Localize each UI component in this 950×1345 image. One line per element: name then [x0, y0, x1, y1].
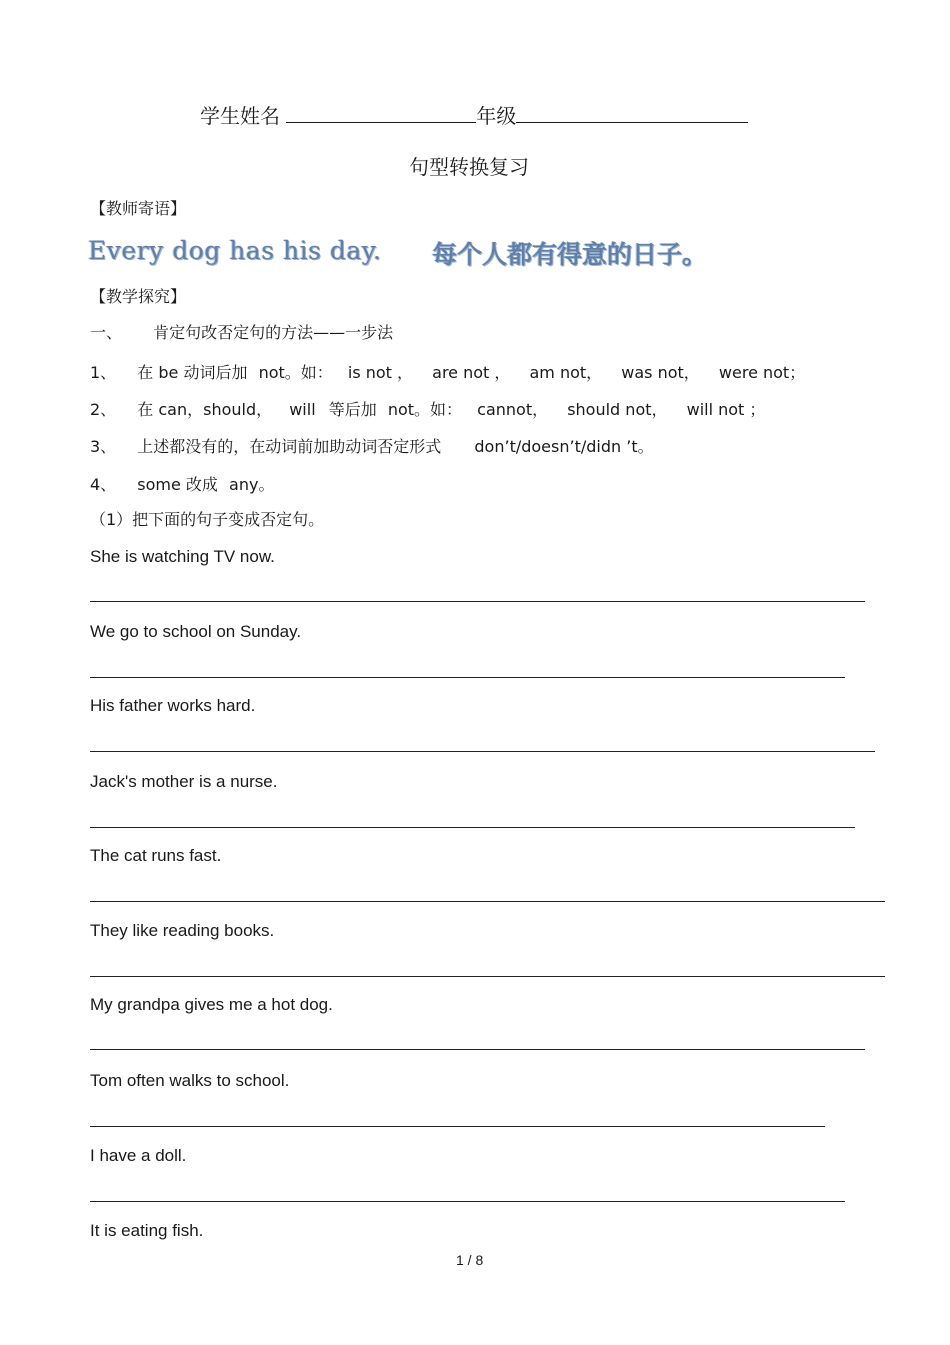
rule-text: was not， [621, 363, 700, 382]
name-blank[interactable] [286, 104, 476, 123]
exercise-sentence: It is eating fish. [90, 1221, 204, 1240]
rule-text: were not； [718, 363, 806, 382]
rule-text: not。如： [387, 400, 463, 419]
exercise-sentence: His father works hard. [90, 696, 256, 715]
motto-english: Every dog has his day. [88, 236, 382, 265]
exercise-sentence: We go to school on Sunday. [90, 622, 302, 641]
exercise-sentence: My grandpa gives me a hot dog. [90, 995, 333, 1014]
rule-text: are not ， [432, 363, 511, 382]
answer-line[interactable] [90, 1049, 865, 1050]
exercise-sentence: Jack's mother is a nurse. [90, 772, 278, 791]
answer-line[interactable] [90, 1201, 845, 1202]
teacher-words-heading: 【教师寄语】 [90, 199, 187, 218]
motto-chinese: 每个人都有得意的日子。 [432, 240, 708, 269]
exercise-sentence: They like reading books. [90, 921, 275, 940]
section-one-heading [90, 320, 393, 343]
name-label: 学生姓名 [200, 104, 280, 128]
rule-item [90, 360, 805, 383]
rule-text: 上述都没有的，在动词前加助动词否定形式 [137, 437, 442, 456]
page-number: 1 / 8 [456, 1252, 484, 1268]
rule-text: 在 be 动词后加 [137, 363, 248, 382]
section-one-title: 肯定句改否定句的方法——一步法 [153, 323, 394, 342]
rule-text: will not ； [686, 400, 766, 419]
rule-text: any。 [229, 475, 275, 494]
answer-line[interactable] [90, 677, 845, 678]
rule-text: don’t/doesn’t/didn ’t。 [474, 437, 654, 456]
answer-line[interactable] [90, 901, 885, 902]
rule-text: should not， [567, 400, 668, 419]
answer-line[interactable] [90, 601, 865, 602]
student-info-line [200, 100, 748, 129]
answer-line[interactable] [90, 827, 855, 828]
exercise-sentence: She is watching TV now. [90, 547, 275, 566]
section-one-number: 一、 [90, 323, 123, 342]
grade-label: 年级 [476, 104, 517, 128]
answer-line[interactable] [90, 1126, 825, 1127]
teaching-heading: 【教学探究】 [90, 287, 187, 306]
exercise-sentence: The cat runs fast. [90, 846, 222, 865]
rule-text: not。如： [258, 363, 333, 382]
rule-number: 4、 [90, 475, 117, 494]
rule-text: is not ， [347, 363, 414, 382]
exercise-heading: （1）把下面的句子变成否定句。 [90, 510, 325, 529]
rule-item [90, 397, 765, 420]
rule-text: cannot， [477, 400, 549, 419]
rule-text: 在 can，should， [137, 400, 273, 419]
exercise-sentence: I have a doll. [90, 1146, 187, 1165]
rule-item [90, 434, 654, 457]
rule-text: some 改成 [137, 475, 218, 494]
rule-item [90, 472, 274, 495]
rule-number: 2、 [90, 400, 117, 419]
rule-number: 3、 [90, 437, 117, 456]
exercise-sentence: Tom often walks to school. [90, 1071, 290, 1090]
rule-text: will [289, 400, 316, 419]
answer-line[interactable] [90, 976, 885, 977]
page-title: 句型转换复习 [409, 155, 529, 179]
grade-blank[interactable] [516, 104, 748, 123]
rule-text: 等后加 [328, 400, 377, 419]
answer-line[interactable] [90, 751, 875, 752]
rule-number: 1、 [90, 363, 117, 382]
rule-text: am not， [529, 363, 603, 382]
